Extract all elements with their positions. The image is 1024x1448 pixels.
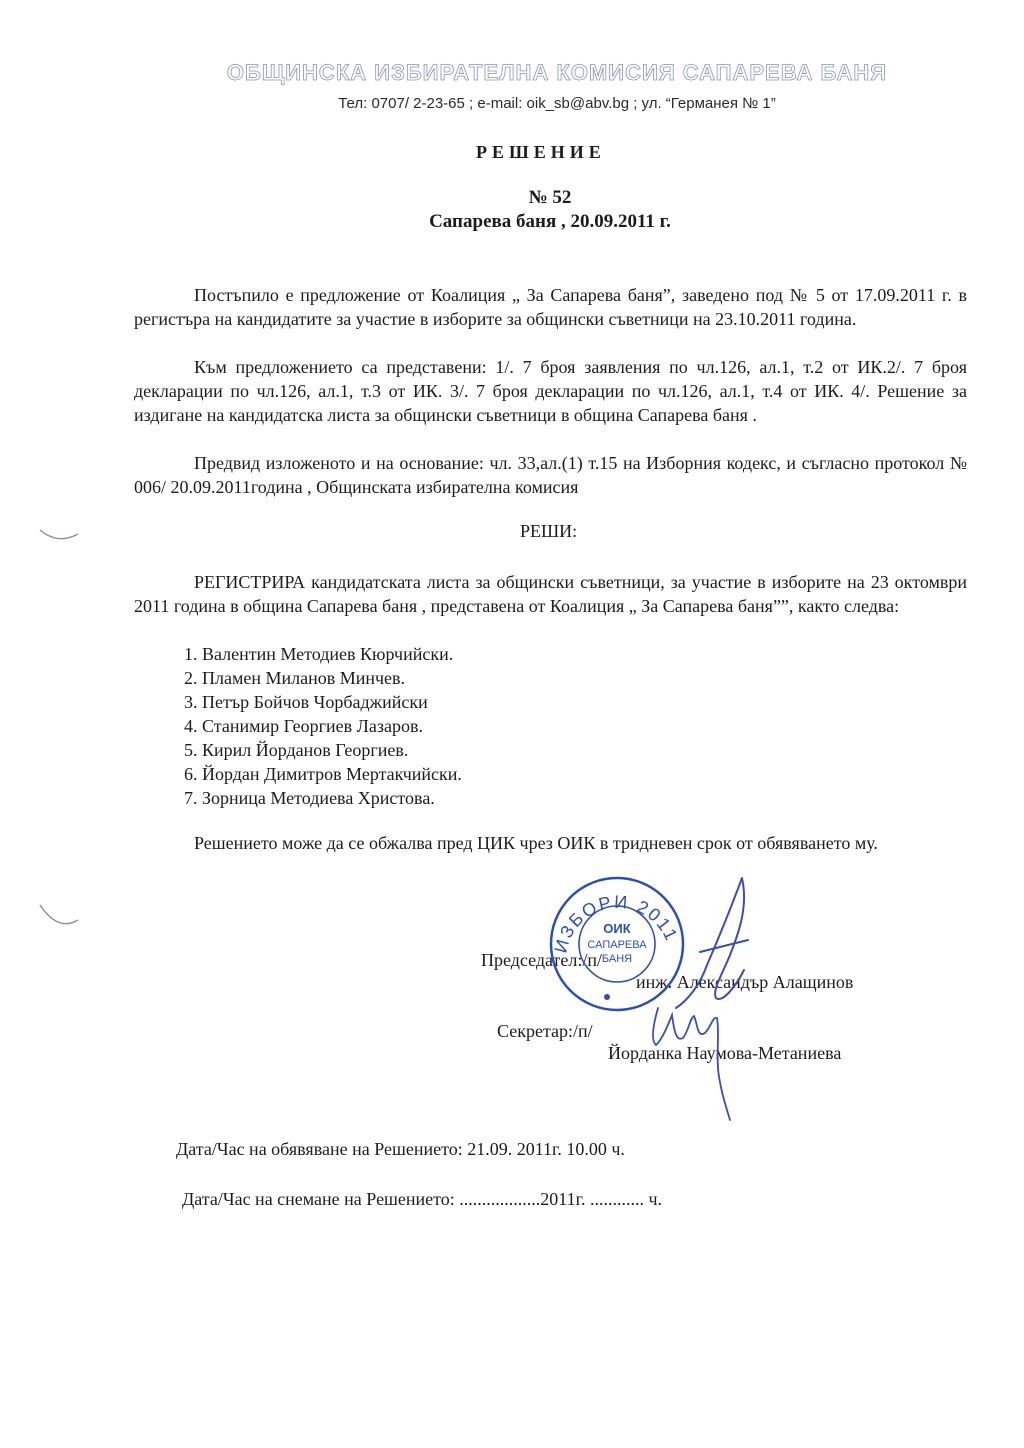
- stamp-center-line3: БАНЯ: [601, 953, 633, 965]
- list-item: 4. Станимир Георгиев Лазаров.: [184, 716, 423, 736]
- contact-text: Тел: 0707/ 2-23-65 ; e-mail: oik_sb@abv.bg ; ул. “Германея № 1”: [338, 95, 776, 112]
- stamp-ring-text: ИЗБОРИ 2011: [550, 891, 683, 955]
- paragraph-legal-basis: Предвид изложеното и на основание: чл. 33,ал.(1) т.15 на Изборния кодекс, и съгласно протокол № 006/ 20.09.2011година , Общинската избирателна комисия: [134, 453, 967, 497]
- secretary-label: Секретар:/п/: [497, 1021, 593, 1041]
- margin-mark: [40, 905, 78, 924]
- commission-name: ОБЩИНСКА ИЗБИРАТЕЛНА КОМИСИЯ САПАРЕВА БАНЯ: [226, 60, 888, 85]
- list-item: 5. Кирил Йорданов Георгиев.: [184, 740, 409, 760]
- document-title: РЕШЕНИЕ: [476, 142, 606, 162]
- list-item: 2. Пламен Миланов Минчев.: [184, 668, 406, 688]
- chair-name: инж. Александър Алащинов: [636, 972, 854, 992]
- secretary-signature: [653, 1008, 730, 1120]
- paragraph-proposal: Постъпило е предложение от Коалиция „ За Сапарева баня”, заведено под № 5 от 17.09.2011 г. в регистъра на кандидатите за участие в изборите за общински съветници на 23.10.2011 година.: [134, 285, 967, 329]
- place-and-date: Сапарева баня , 20.09.2011 г.: [429, 211, 671, 232]
- chair-signature: [676, 878, 748, 1008]
- paragraph-attachments: Към предложението са представени: 1/. 7 броя заявления по чл.126, ал.1, т.2 от ИК.2/. 7 броя декларации по чл.126, ал.1, т.3 от ИК. 3/. 7 броя декларации по чл.126, ал.1, т.4 от ИК. 4/. Решение за издигане на кандидатска листа за общински съветници в община Сапарева баня .: [134, 357, 967, 425]
- announcement-date: Дата/Час на обявяване на Решението: 21.09. 2011г. 10.00 ч.: [176, 1139, 625, 1159]
- paragraph-appeal: Решението може да се обжалва пред ЦИК чрез ОИК в тридневен срок от обявяването му.: [194, 833, 878, 853]
- secretary-name: Йорданка Наумова-Метаниева: [608, 1043, 842, 1063]
- list-item: 3. Петър Бойчов Чорбаджийски: [184, 692, 428, 712]
- list-item: 7. Зорница Методиева Христова.: [184, 788, 435, 808]
- stamp-center-line1: ОИК: [603, 921, 631, 936]
- margin-mark: [40, 530, 78, 539]
- chair-label: Председател:/п/: [481, 950, 603, 970]
- stamp-center-line2: САПАРЕВА: [587, 939, 647, 951]
- decides-heading: РЕШИ:: [520, 521, 578, 541]
- paragraph-registration: РЕГИСТРИРА кандидатската листа за общински съветници, за участие в изборите на 23 октомври 2011 година в община Сапарева баня , представена от Коалиция „ За Сапарева баня””, както следва:: [134, 572, 967, 616]
- removal-date: Дата/Час на снемане на Решението: ..................2011г. ............ ч.: [182, 1189, 663, 1209]
- list-item: 1. Валентин Методиев Кюрчийски.: [184, 644, 454, 664]
- decision-number: № 52: [528, 187, 572, 208]
- official-stamp: [550, 878, 683, 1010]
- list-item: 6. Йордан Димитров Мертакчийски.: [184, 764, 462, 784]
